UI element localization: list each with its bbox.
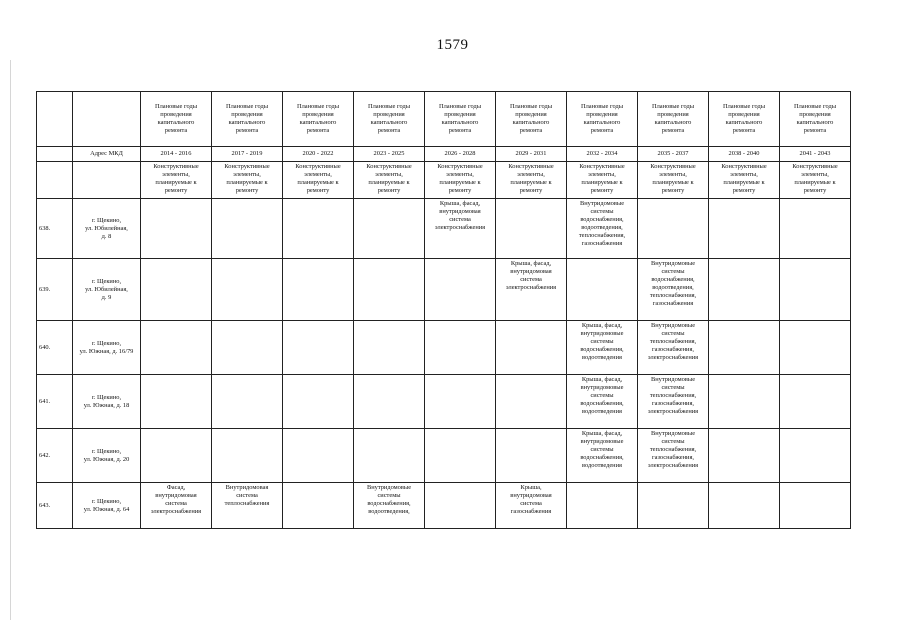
planned-years-header <box>141 92 212 147</box>
period-header <box>283 147 354 162</box>
repair-cell <box>141 199 212 259</box>
planned-years-header <box>709 92 780 147</box>
repair-cell-text: Внутридомовая система теплоснабжения <box>224 484 270 507</box>
repair-cell <box>212 429 283 483</box>
elements-header <box>141 162 212 199</box>
row-number <box>37 429 73 483</box>
repair-cell <box>638 199 709 259</box>
period-header <box>780 147 851 162</box>
repair-cell <box>212 375 283 429</box>
address-header-blank <box>73 162 141 199</box>
period-header <box>567 147 638 162</box>
repair-cell-text: Внутридомовые системы теплоснабжения, газоснабжения, электроснабжения <box>647 376 699 415</box>
repair-cell <box>212 483 283 529</box>
elements-header-text: Конструктивные элементы, планируемые к ремонту <box>224 163 270 194</box>
elements-header <box>638 162 709 199</box>
repair-cell <box>709 259 780 321</box>
elements-header <box>709 162 780 199</box>
repair-cell <box>283 321 354 375</box>
period-header-text: 2035 - 2037 <box>657 150 689 157</box>
repair-cell <box>283 429 354 483</box>
repair-cell <box>567 199 638 259</box>
repair-cell <box>354 259 425 321</box>
elements-header-text: Конструктивные элементы, планируемые к ремонту <box>508 163 554 194</box>
period-header-text: 2020 - 2022 <box>302 150 334 157</box>
row-number-text: 638. <box>39 224 51 232</box>
row-number-text: 640. <box>39 343 51 351</box>
repair-cell <box>496 199 567 259</box>
repair-cell <box>638 375 709 429</box>
repair-cell <box>141 259 212 321</box>
planned-years-header-text: Плановые годы проведения капитального ремонта <box>296 103 340 134</box>
repair-cell <box>496 483 567 529</box>
repair-cell <box>425 429 496 483</box>
repair-cell <box>567 259 638 321</box>
address-header: Адрес МКД <box>73 147 141 162</box>
repair-cell <box>425 321 496 375</box>
row-address-text: г. Щекино, ул. Южная, д. 18 <box>83 393 130 409</box>
repair-cell <box>638 429 709 483</box>
repair-cell-text: Фасад, внутридомовая система электроснабжения <box>150 484 202 515</box>
repair-cell <box>567 483 638 529</box>
page-number: 1579 <box>436 37 469 53</box>
repair-cell <box>780 259 851 321</box>
repair-cell <box>638 321 709 375</box>
repair-cell <box>425 199 496 259</box>
repair-cell <box>354 375 425 429</box>
repair-cell <box>212 259 283 321</box>
elements-header-text: Конструктивные элементы, планируемые к ремонту <box>721 163 767 194</box>
period-header <box>425 147 496 162</box>
period-header-text: 2029 - 2031 <box>515 150 547 157</box>
repair-cell <box>212 321 283 375</box>
repair-cell <box>780 429 851 483</box>
planned-years-header-text: Плановые годы проведения капитального ремонта <box>154 103 198 134</box>
planned-years-header-text: Плановые годы проведения капитального ремонта <box>722 103 766 134</box>
elements-header-text: Конструктивные элементы, планируемые к ремонту <box>437 163 483 194</box>
repair-cell <box>425 483 496 529</box>
repair-cell-text: Внутридомовые системы теплоснабжения, газоснабжения, электроснабжения <box>647 322 699 361</box>
planned-years-header <box>212 92 283 147</box>
row-address <box>73 321 141 375</box>
repair-cell <box>354 483 425 529</box>
repair-cell <box>780 375 851 429</box>
repair-cell <box>354 429 425 483</box>
row-number <box>37 259 73 321</box>
repair-cell-text: Внутридомовые системы теплоснабжения, газоснабжения, электроснабжения <box>647 430 699 469</box>
row-address <box>73 375 141 429</box>
table-row <box>37 429 851 483</box>
row-number-text: 643. <box>39 501 51 509</box>
period-header-text: 2041 - 2043 <box>799 150 831 157</box>
repair-cell <box>638 483 709 529</box>
elements-header <box>425 162 496 199</box>
repair-cell-text: Крыша, фасад, внутридомовые системы водоснабжения, водоотведения <box>580 430 624 469</box>
planned-years-header <box>354 92 425 147</box>
row-address <box>73 483 141 529</box>
period-header <box>638 147 709 162</box>
repair-cell-text: Крыша, фасад, внутридомовая система электроснабжения <box>434 200 486 231</box>
repair-cell <box>283 375 354 429</box>
elements-header <box>354 162 425 199</box>
address-header-blank <box>73 92 141 147</box>
table-row <box>37 321 851 375</box>
period-header <box>709 147 780 162</box>
elements-header <box>283 162 354 199</box>
row-address-text: г. Щекино, ул. Юбилейная, д. 9 <box>85 277 128 301</box>
repair-cell <box>496 375 567 429</box>
planned-years-header <box>638 92 709 147</box>
repair-cell <box>638 259 709 321</box>
repair-cell <box>496 259 567 321</box>
planned-years-header-text: Плановые годы проведения капитального ремонта <box>367 103 411 134</box>
repair-cell <box>354 321 425 375</box>
row-address-text: г. Щекино, ул. Южная, д. 16/79 <box>79 339 134 355</box>
table-row <box>37 259 851 321</box>
repair-cell-text: Внутридомовые системы водоснабжения, водоотведения, теплоснабжения, газоснабжения <box>578 200 626 247</box>
repair-cell <box>283 259 354 321</box>
period-header <box>496 147 567 162</box>
num-header-blank <box>37 162 73 199</box>
row-number <box>37 483 73 529</box>
elements-header <box>496 162 567 199</box>
repair-cell-text: Внутридомовые системы водоснабжения, водоотведения, <box>366 484 412 515</box>
row-address <box>73 259 141 321</box>
repair-cell <box>780 199 851 259</box>
planned-years-header-text: Плановые годы проведения капитального ремонта <box>509 103 553 134</box>
repair-cell <box>709 375 780 429</box>
planned-years-header-text: Плановые годы проведения капитального ремонта <box>793 103 837 134</box>
row-number-text: 641. <box>39 397 51 405</box>
period-header <box>354 147 425 162</box>
row-number <box>37 321 73 375</box>
repair-cell <box>567 429 638 483</box>
row-number-text: 639. <box>39 285 51 293</box>
margin-rule <box>10 60 11 620</box>
elements-header <box>780 162 851 199</box>
row-address-text: г. Щекино, ул. Юбилейная, д. 8 <box>85 216 128 240</box>
planned-years-header <box>283 92 354 147</box>
repair-cell <box>283 199 354 259</box>
period-header-text: 2032 - 2034 <box>586 150 618 157</box>
period-header-text: 2014 - 2016 <box>160 150 192 157</box>
row-number-text: 642. <box>39 451 51 459</box>
table-row <box>37 375 851 429</box>
repair-cell-text: Крыша, фасад, внутридомовые системы водоснабжения, водоотведения <box>580 376 624 415</box>
planned-years-header <box>780 92 851 147</box>
elements-header-text: Конструктивные элементы, планируемые к ремонту <box>366 163 412 194</box>
elements-header <box>567 162 638 199</box>
repair-cell <box>283 483 354 529</box>
repair-cell <box>141 375 212 429</box>
row-number <box>37 199 73 259</box>
planned-years-header-text: Плановые годы проведения капитального ремонта <box>225 103 269 134</box>
repair-cell-text: Крыша, фасад, внутридомовые системы водоснабжения, водоотведения <box>580 322 624 361</box>
planned-years-header-text: Плановые годы проведения капитального ремонта <box>438 103 482 134</box>
repair-cell <box>141 483 212 529</box>
repair-cell <box>141 429 212 483</box>
repair-cell <box>354 199 425 259</box>
row-address <box>73 429 141 483</box>
row-address-text: г. Щекино, ул. Южная, д. 20 <box>83 447 130 463</box>
elements-header-text: Конструктивные элементы, планируемые к ремонту <box>792 163 838 194</box>
period-header <box>212 147 283 162</box>
capital-repair-table <box>36 91 851 529</box>
period-header-text: 2017 - 2019 <box>231 150 263 157</box>
repair-cell <box>425 259 496 321</box>
row-number <box>37 375 73 429</box>
repair-cell <box>212 199 283 259</box>
repair-cell <box>496 429 567 483</box>
planned-years-header <box>425 92 496 147</box>
repair-cell <box>709 199 780 259</box>
table-row <box>37 199 851 259</box>
table-row <box>37 483 851 529</box>
planned-years-header <box>567 92 638 147</box>
planned-years-header-text: Плановые годы проведения капитального ремонта <box>580 103 624 134</box>
repair-cell <box>141 321 212 375</box>
corner-cell <box>37 92 73 147</box>
row-address <box>73 199 141 259</box>
row-address-text: г. Щекино, ул. Южная, д. 64 <box>83 497 130 513</box>
elements-header-text: Конструктивные элементы, планируемые к ремонту <box>579 163 625 194</box>
planned-years-header <box>496 92 567 147</box>
elements-header-text: Конструктивные элементы, планируемые к ремонту <box>295 163 341 194</box>
repair-cell <box>425 375 496 429</box>
period-header <box>141 147 212 162</box>
repair-cell-text: Внутридомовые системы водоснабжения, водоотведения, теплоснабжения, газоснабжения <box>649 260 697 307</box>
repair-cell <box>709 321 780 375</box>
elements-header-text: Конструктивные элементы, планируемые к ремонту <box>650 163 696 194</box>
planned-years-header-text: Плановые годы проведения капитального ремонта <box>651 103 695 134</box>
repair-cell <box>709 429 780 483</box>
num-header-blank <box>37 147 73 162</box>
period-header-text: 2026 - 2028 <box>444 150 476 157</box>
repair-cell-text: Крыша, внутридомовая система газоснабжения <box>510 484 552 515</box>
repair-cell <box>709 483 780 529</box>
period-header-text: 2038 - 2040 <box>728 150 760 157</box>
period-header-text: 2023 - 2025 <box>373 150 405 157</box>
elements-header <box>212 162 283 199</box>
repair-cell <box>780 321 851 375</box>
repair-cell <box>780 483 851 529</box>
repair-cell <box>567 375 638 429</box>
elements-header-text: Конструктивные элементы, планируемые к ремонту <box>153 163 199 194</box>
repair-cell <box>496 321 567 375</box>
repair-cell-text: Крыша, фасад, внутридомовая система электроснабжения <box>505 260 557 291</box>
repair-cell <box>567 321 638 375</box>
